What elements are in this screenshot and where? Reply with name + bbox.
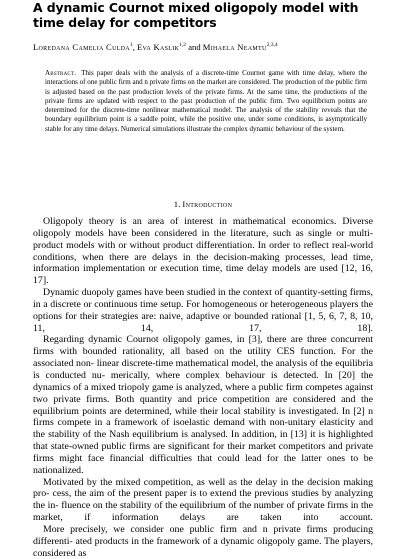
text-line: Regarding dynamic Cournot oligopoly games, in [3], there are three concurrent firms	[33, 334, 373, 358]
author-name: Mihaela Neamtu	[202, 42, 267, 52]
text-line: or execution time, time delay models are used [12, 16, 17].	[33, 263, 374, 287]
paper-title: A dynamic Cournot mixed oligopoly model with time delay for competitors	[33, 0, 359, 30]
text-line: models have been considered in the literature, such as single or multi-product models	[33, 227, 373, 251]
paragraph	[33, 287, 373, 334]
text-line: linear discrete-time mathematical model, the analysis of the equilibria is conducted nu-	[33, 358, 373, 381]
text-line: with bounded rationality, all based on the utility CES function. For the associated non-	[33, 346, 373, 370]
author-list	[33, 42, 373, 52]
author-conjunction: and	[188, 42, 201, 52]
abstract-label: Abstract.	[45, 69, 77, 77]
abstract-text: This paper deals with the analysis of a discrete-time Cournot game with time delay, where the interactions of one public firm and n private firms on the market are considered. The production of the public firm is adjusted based on the past production levels of the private firms. At the same time, the productions of the private firms are updated with respect to the past production of the public firm. Two equilibrium points are determined for the discrete-time nonlinear mathematical model. The analysis of the stability reveals that the boundary equilibrium point is a saddle point, while the positive one, under some conditions, is asymptotically stable for any time delays. Numerical simulations illustrate the complex dynamic behaviour of the system.	[45, 69, 367, 133]
paragraph	[33, 524, 373, 559]
paragraph	[33, 477, 373, 524]
paragraph	[33, 334, 373, 476]
abstract	[45, 69, 367, 134]
section-heading	[33, 199, 373, 209]
text-line: and price competition are considered and the equilibrium points are determined, while	[33, 393, 373, 417]
text-line: there are delays in the decision-making processes, lead time, information implementation	[33, 251, 373, 275]
affiliation-marker: 1,2	[179, 42, 187, 48]
text-line: Dynamic duopoly games have been studied in the context of quantity-setting firms, in a	[33, 287, 373, 310]
section-number: 1.	[173, 199, 181, 209]
text-line: information delays are taken into account.	[111, 512, 373, 524]
text-line: ated products in the framework of a dynamic oligopoly game. The players, considered as	[33, 535, 373, 559]
text-line: More precisely, we consider one public firm and n private firms producing differenti-	[33, 523, 373, 547]
text-line: with or without product differentiation. In order to reflect real-world conditions, when	[33, 239, 373, 263]
author-separator: ,	[132, 42, 135, 52]
text-line: market competitors and private firms might face financial difficulties that could lead for	[33, 441, 373, 464]
text-line: Oligopoly theory is an area of interest in mathematical economics. Diverse oligopoly	[33, 216, 373, 239]
text-line: game is analyzed, where a public firm competes against two private firms. Both quantity	[33, 381, 373, 405]
text-line: fluence on the stability of the equilibrium of the number of private firms in the market, if	[33, 500, 374, 524]
text-line: In addition, in [13] it is highlighted that state-owned public firms are significant for their	[33, 429, 374, 453]
text-line: demand with non-unitary elasticity and the stability of the Nash equilibrium is analysed.	[33, 417, 373, 441]
section-title: Introduction	[182, 199, 233, 209]
text-line: cess, the aim of the present paper is to extend the previous studies by analyzing the in-	[33, 488, 373, 512]
affiliation-marker: 2,3,4	[266, 42, 278, 48]
text-line: Motivated by the mixed competition, as well as the delay in the decision making pro-	[33, 476, 373, 500]
text-line: the latter ones to be nationalized.	[33, 452, 373, 476]
text-line: discrete or continuous time setup. For homogeneous or heterogeneous players the options	[33, 298, 373, 322]
affiliation-marker: 1	[129, 42, 133, 48]
paragraph	[33, 216, 373, 287]
author-name: Loredana Camelia Culda	[33, 42, 130, 52]
author-name: Eva Kaslik	[137, 42, 180, 52]
text-line: for their strategies are: naive, adaptive or bounded rational [1, 5, 6, 7, 8, 10, 11, 14, 17, 18].	[33, 310, 373, 334]
text-line: merically, where complex behaviour is detected. In [20] the dynamics of a mixed triopoly	[33, 369, 373, 393]
body-text	[33, 216, 373, 559]
text-line: their local stability is investigated. In [2] n firms compete in a framework of isoelastic	[33, 405, 373, 429]
